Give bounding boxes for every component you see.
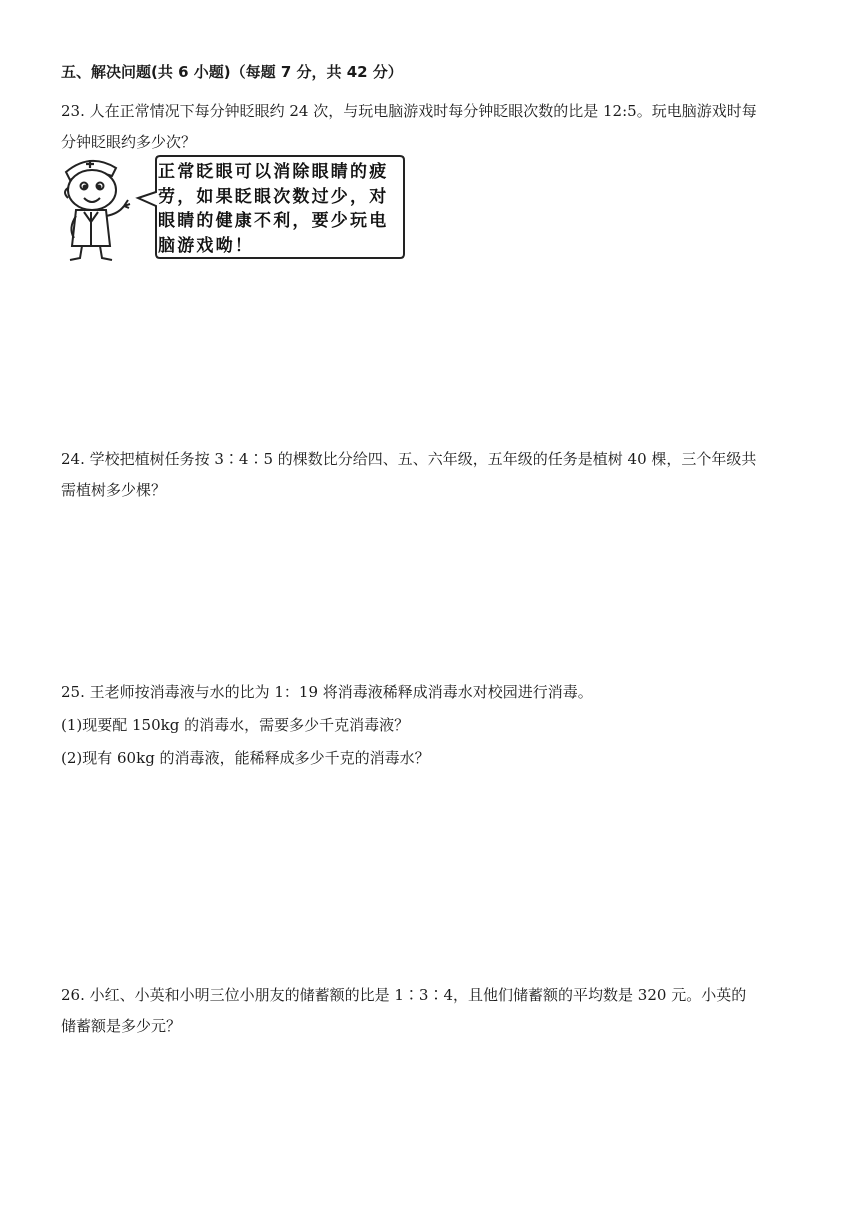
question-24-line-1: 24. 学校把植树任务按 3∶4∶5 的棵数比分给四、五、六年级，五年级的任务是植树 40 棵，三个年级共 [61, 450, 757, 468]
section-title: 五、解决问题(共 6 小题)（每题 7 分，共 42 分） [61, 63, 403, 81]
question-23-line-1: 23. 人在正常情况下每分钟眨眼约 24 次，与玩电脑游戏时每分钟眨眼次数的比是 12:5。玩电脑游戏时每 [61, 102, 757, 120]
doctor-figure [65, 160, 130, 260]
bubble-line: 眼睛的健康不利，要少玩电 [158, 211, 389, 231]
question-25-subquestion-2: (2)现有 60kg 的消毒液，能稀释成多少千克的消毒水？ [61, 749, 430, 767]
bubble-line: 正常眨眼可以消除眼睛的疲 [158, 162, 389, 182]
question-26-line-2: 储蓄额是多少元？ [61, 1017, 182, 1035]
question-24-line-2: 需植树多少棵？ [61, 481, 167, 499]
question-26-line-1: 26. 小红、小英和小明三位小朋友的储蓄额的比是 1∶3∶4，且他们储蓄额的平均数是 320 元。小英的 [61, 986, 747, 1004]
bubble-line: 劳，如果眨眼次数过少，对 [158, 186, 389, 207]
bubble-line: 脑游戏呦！ [158, 235, 254, 256]
speech-bubble-text [158, 160, 402, 258]
question-23-line-2: 分钟眨眼约多少次？ [61, 133, 197, 151]
question-25-line-1: 25. 王老师按消毒液与水的比为 1：19 将消毒液稀释成消毒水对校园进行消毒。 [61, 683, 593, 701]
question-25-subquestion-1: (1)现要配 150kg 的消毒水，需要多少千克消毒液？ [61, 716, 410, 734]
